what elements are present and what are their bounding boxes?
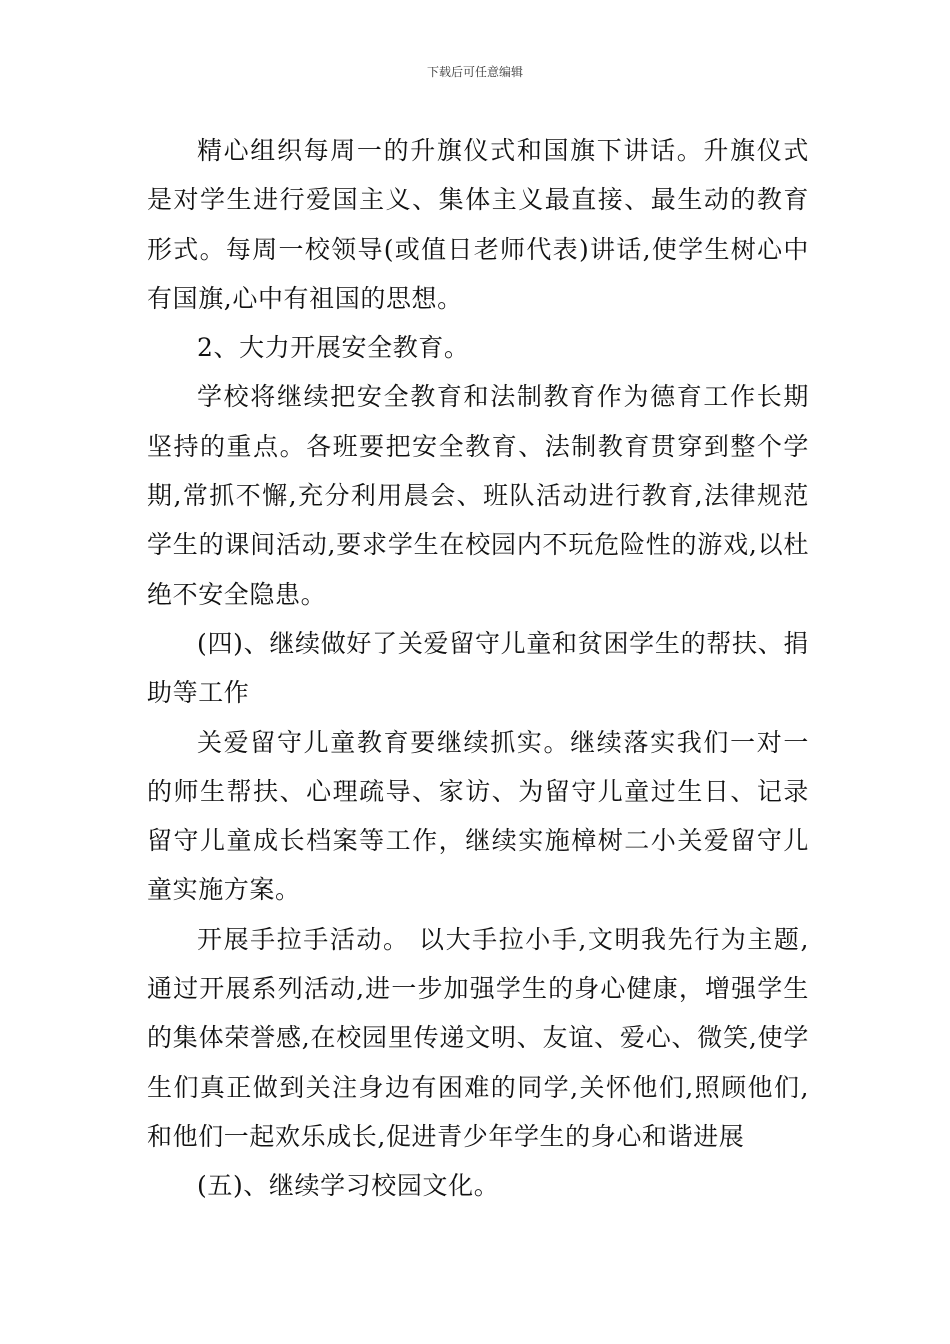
- page-header: 下载后可任意编辑: [426, 65, 523, 79]
- paragraph-flag-ceremony: 精心组织每周一的升旗仪式和国旗下讲话。升旗仪式是对学生进行爱国主义、集体主义最直接、最生动的教育形式。每周一校领导(或值日老师代表)讲话,使学生树心中有国旗,心中有祖国的思想。: [147, 136, 809, 313]
- paragraph-left-behind-children: 关爱留守儿童教育要继续抓实。继续落实我们一对一的师生帮扶、心理疏导、家访、为留守儿童过生日、记录留守儿童成长档案等工作，继续实施樟树二小关爱留守儿童实施方案。: [147, 727, 809, 905]
- paragraph-safety-education: 学校将继续把安全教育和法制教育作为德育工作长期坚持的重点。各班要把安全教育、法制教育贯穿到整个学期,常抓不懈,充分利用晨会、班队活动进行教育,法律规范学生的课间活动,要求学生在校园内不玩危险性的游戏,以杜绝不安全隐患。: [147, 382, 809, 609]
- document-body: [147, 126, 809, 1211]
- paragraph-section-five-heading: (五)、继续学习校园文化。: [197, 1171, 500, 1201]
- paragraph-hand-in-hand: 开展手拉手活动。 以大手拉小手,文明我先行为主题,通过开展系列活动,进一步加强学生的身心健康，增强学生的集体荣誉感,在校园里传递文明、友谊、爱心、微笑,使学生们真正做到关注身边有困难的同学,关怀他们,照顾他们,和他们一起欢乐成长,促进青少年学生的身心和谐进展: [147, 924, 809, 1151]
- paragraph-safety-heading: 2、大力开展安全教育。: [197, 333, 470, 363]
- paragraph-section-four-heading: (四)、继续做好了关爱留守儿童和贫困学生的帮扶、捐助等工作: [147, 628, 809, 708]
